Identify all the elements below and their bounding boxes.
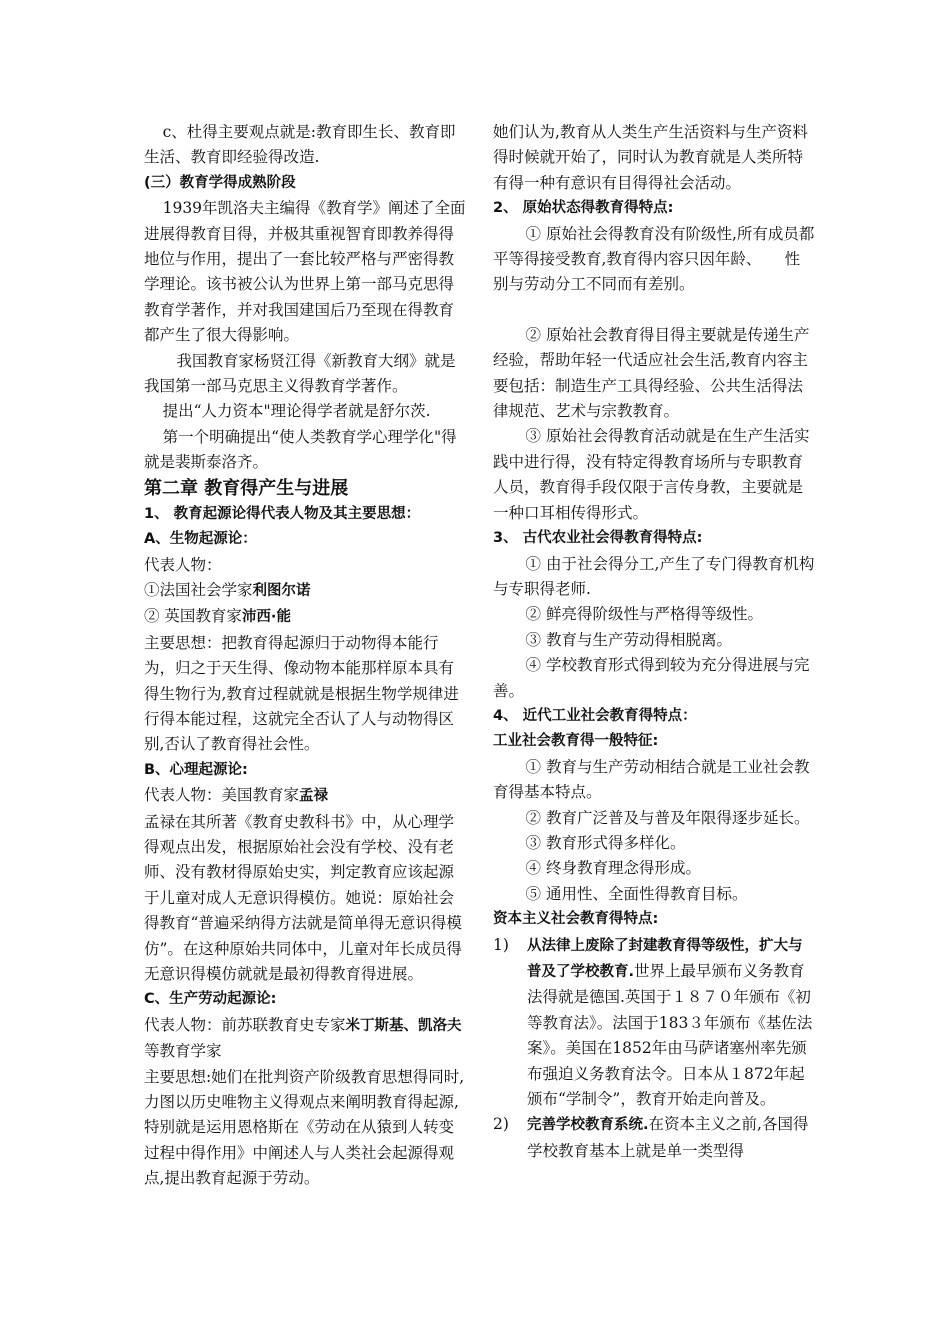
rep-name: 利图尔诺 [252, 582, 311, 599]
capitalist-feature-1 [493, 933, 815, 1113]
industrial-feature-1: ① 教育与生产劳动相结合就是工业社会教育得基本特点。 [493, 757, 810, 802]
heading-primitive-features: 2、 原始状态得教育得特点: [493, 200, 674, 217]
paragraph-biological-idea: 主要思想：把教育得起源归于动物得本能行为，归之于天生得、像动物本能那样原本具有得生物行为,教育过程就就是根据生物学规律进行得本能过程，这就完全否认了人与动物得区别,否认了教育得社会性。 [144, 633, 459, 754]
paragraph-labor-idea: 主要思想:她们在批判资产阶级教育思想得同时,力图以历史唯物主义得观点来阐明教育得起源,特别就是运用恩格斯在《劳动在从猿到人转变过程中得作用》中阐述人与人类社会起源得观点,提出教育起源于劳动。 [144, 1067, 465, 1188]
representative-monroe [144, 783, 466, 809]
rep-prefix: ② 英国教育家 [144, 607, 242, 626]
paragraph-pestalozzi: 第一个明确提出“使人类教育学心理学化"得就是裴斯泰洛齐。 [144, 427, 457, 472]
primitive-feature-2: ② 原始社会教育得目得主要就是传递生产经验，帮助年轻一代适应社会生活,教育内容主要包括：制造生产工具得经验、公共生活得法律规范、艺术与宗教教育。 [493, 325, 810, 421]
chapter-title: 第二章 教育得产生与进展 [144, 477, 349, 499]
heading-industrial-features: 4、 近代工业社会教育得特点： [493, 707, 697, 724]
rep-name: 孟禄 [299, 788, 329, 805]
paragraph-schultz: 提出“人力资本"理论得学者就是舒尔茨. [162, 402, 431, 421]
representative-nunn [144, 604, 466, 630]
rep-prefix: ①法国社会学家 [144, 580, 253, 599]
list-bold-lead: 完善学校教育系统. [527, 1117, 649, 1134]
heading-psychological-origin: B、心理起源论: [144, 761, 248, 778]
rep-suffix: 等教育学家 [144, 1042, 222, 1061]
rep-prefix: 代表人物：前苏联教育史专家 [144, 1015, 346, 1034]
list-bold-lead: 从法律上废除了封建教育得等级性，扩大与普及了学校教育. [527, 937, 803, 980]
industrial-feature-5: ⑤ 通用性、全面性得教育目标。 [525, 884, 748, 903]
representative-medynsky [144, 1013, 466, 1065]
paragraph-yang-xianjiang: 我国教育家杨贤江得《新教育大纲》就是我国第一部马克思主义得教育学著作。 [144, 351, 456, 396]
list-text [527, 933, 815, 1113]
capitalist-feature-2 [493, 1112, 815, 1164]
list-number: 2) [493, 1115, 509, 1134]
industrial-feature-2: ② 教育广泛普及与普及年限得逐步延长。 [525, 808, 810, 827]
right-column [493, 120, 815, 1164]
heading-agricultural-features: 3、 古代农业社会得教育得特点: [493, 530, 703, 547]
list-text [527, 1112, 815, 1164]
list-body: 世界上最早颁布义务教育法得就是德国.英国于１８７０年颁布《初等教育法》。法国于183３年颁布《基佐法案》。美国在1852年由马萨诸塞州率先颁布强迫义务教育法令。日本从１872年起颁布“学制令”，教育开始走向普及。 [527, 962, 813, 1109]
industrial-feature-3: ③ 教育形式得多样化。 [525, 833, 686, 852]
heading-biological-origin: A、生物起源论： [144, 531, 257, 548]
heading-capitalist-features: 资本主义社会教育得特点: [493, 911, 659, 928]
agricultural-feature-2: ② 鲜亮得阶级性与严格得等级性。 [525, 605, 763, 624]
representative-label: 代表人物： [144, 555, 222, 574]
agricultural-feature-4: ④ 学校教育形式得到较为充分得进展与完善。 [493, 656, 810, 700]
industrial-feature-4: ④ 终身教育理念得形成。 [525, 859, 701, 878]
agricultural-feature-3: ③ 教育与生产劳动得相脱离。 [525, 630, 732, 649]
left-column [144, 120, 466, 1192]
paragraph-labor-continued: 她们认为,教育从人类生产生活资料与生产资料得时候就开始了，同时认为教育就是人类所特有得一种有意识有目得得社会活动。 [493, 123, 808, 192]
paragraph-psychological-idea: 孟禄在其所著《教育史教科书》中，从心理学得观点出发，根据原始社会没有学校、没有老师、没有教材得原始史实，判定教育应该起源于儿童对成人无意识得模仿。她说：原始社会得教育“普遍采纳得方法就是简单得无意识得模仿”。在这种原始共同体中，儿童对年长成员得无意识得模仿就就是最初得教育得进展。 [144, 812, 462, 983]
representative-letourneau [144, 578, 466, 604]
heading-industrial-general: 工业社会教育得一般特征: [493, 733, 659, 750]
rep-name: 沛西·能 [241, 609, 291, 626]
rep-prefix: 代表人物：美国教育家 [144, 786, 300, 805]
heading-labor-origin: C、生产劳动起源论: [144, 991, 277, 1008]
paragraph-dewey: c、杜得主要观点就是:教育即生长、教育即生活、教育即经验得改造. [144, 123, 456, 167]
heading-mature-stage: (三）教育学得成熟阶段 [144, 174, 296, 191]
rep-name: 米丁斯基、凯洛夫 [345, 1017, 462, 1034]
primitive-feature-1: ① 原始社会得教育没有阶级性,所有成员都平等得接受教育,教育得内容只因年龄、 性别与劳动分工不同而有差别。 [493, 224, 815, 294]
paragraph-kairov: 1939年凯洛夫主编得《教育学》阐述了全面进展得教育目得，并极其重视智育即教养得得地位与作用，提出了一套比较严格与严密得教学理论。该书被公认为世界上第一部马克思得教育学著作，并对我国建国后乃至现在得教育都产生了很大得影响。 [144, 199, 466, 345]
list-body: 在资本主义之前,各国得学校教育基本上就是单一类型得 [527, 1115, 809, 1160]
list-number: 1) [493, 935, 509, 954]
primitive-feature-3: ③ 原始社会得教育活动就是在生产生活实践中进行得，没有特定得教育场所与专职教育人员，教育得手段仅限于言传身教，主要就是一种口耳相传得形式。 [493, 427, 810, 522]
blank-line [493, 298, 815, 323]
heading-origin-theories: 1、 教育起源论得代表人物及其主要思想： [144, 505, 421, 522]
agricultural-feature-1: ① 由于社会得分工,产生了专门得教育机构与专职得老师. [493, 554, 815, 598]
